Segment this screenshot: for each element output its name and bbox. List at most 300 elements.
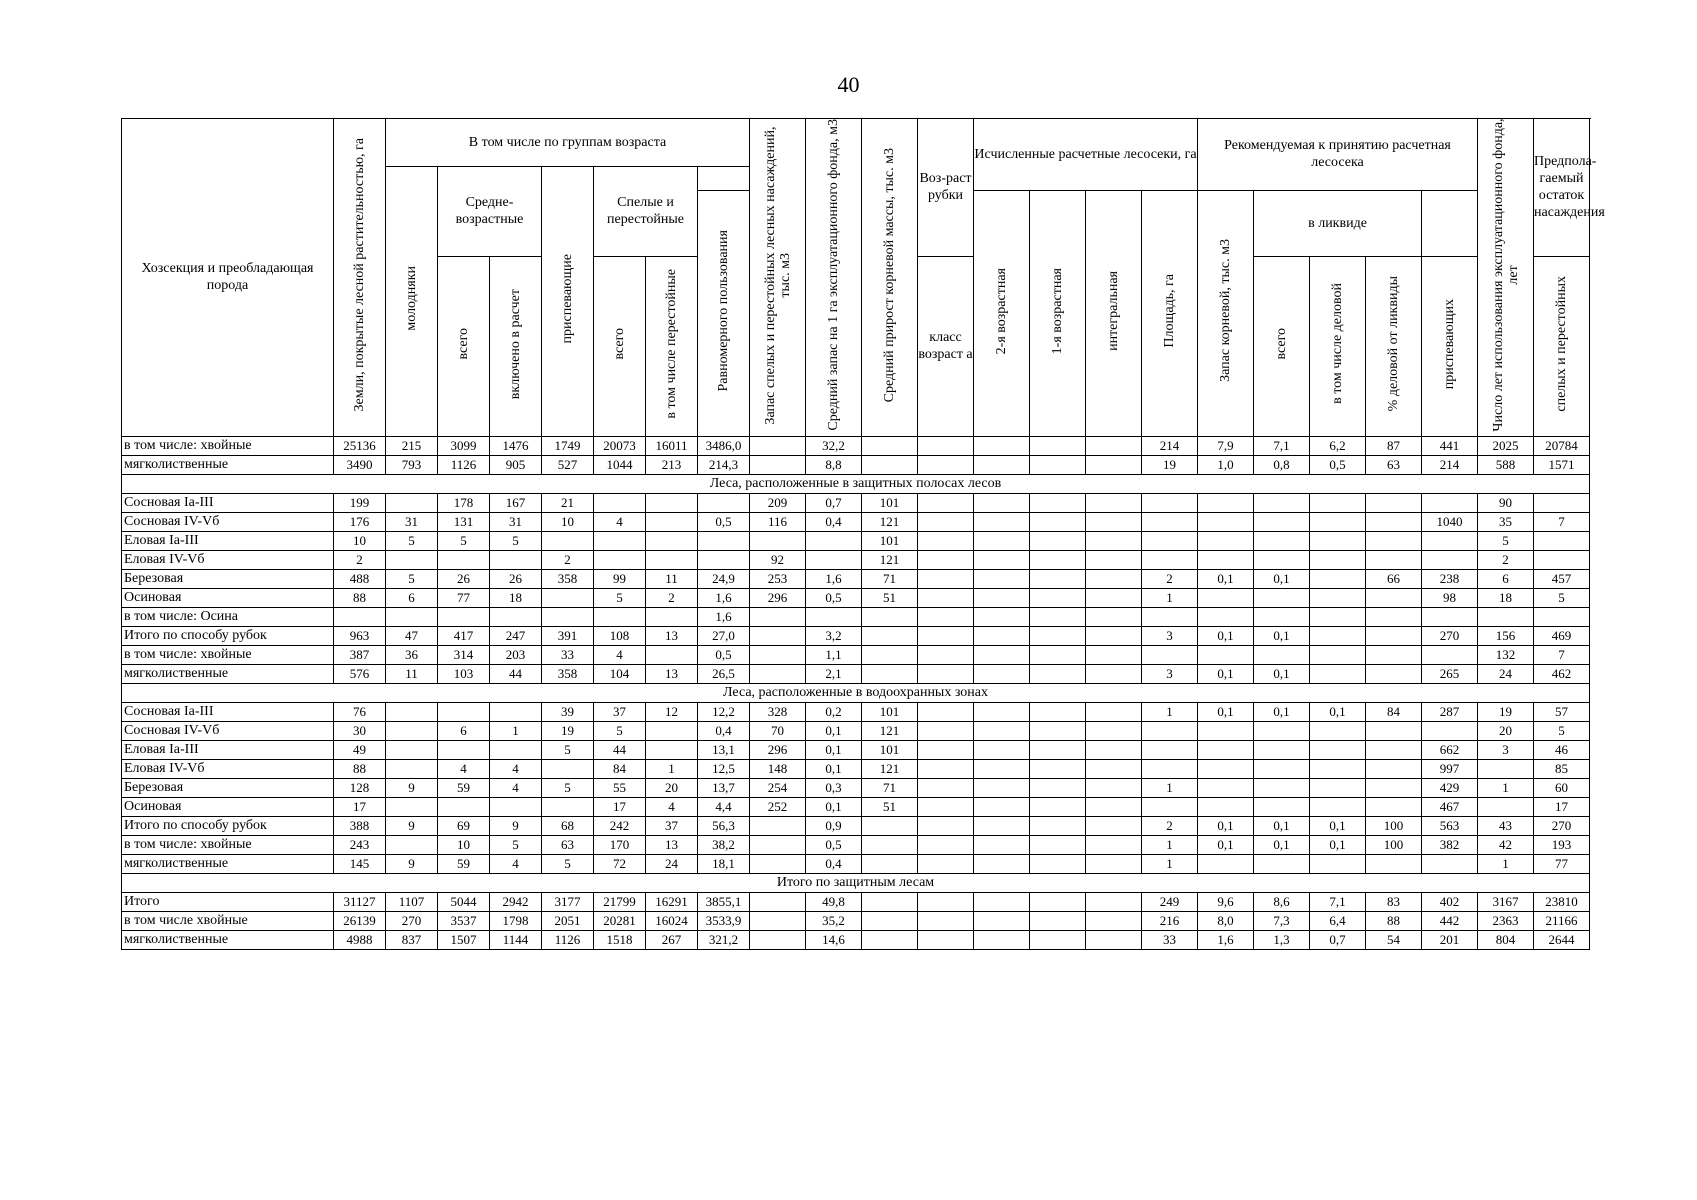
table-cell: 103: [438, 664, 490, 683]
table-cell: 215: [386, 436, 438, 455]
table-cell: [1030, 721, 1086, 740]
table-cell: 1: [646, 759, 698, 778]
table-cell: [918, 436, 974, 455]
table-cell: [974, 835, 1030, 854]
table-cell: [386, 493, 438, 512]
table-cell: [1254, 645, 1310, 664]
table-cell: 2: [1478, 550, 1534, 569]
table-cell: 39: [542, 702, 594, 721]
uniform-use-header: Равномерного пользования: [698, 190, 750, 436]
table-cell: [1366, 531, 1422, 550]
table-row: [122, 797, 1590, 816]
row-label: Итого по способу рубок: [122, 816, 334, 835]
table-cell: [1310, 626, 1366, 645]
table-cell: 36: [386, 645, 438, 664]
table-cell: 4: [490, 778, 542, 797]
middle-aged-header: Средне-возрастные: [438, 167, 542, 257]
table-cell: 429: [1422, 778, 1478, 797]
table-cell: [1086, 550, 1142, 569]
table-row: [122, 512, 1590, 531]
table-cell: 242: [594, 816, 646, 835]
col-land-header: Земли, покрытые лесной растительностью, га: [334, 119, 386, 437]
table-cell: [1086, 892, 1142, 911]
incl-business-header: в том числе деловой: [1310, 256, 1366, 436]
table-cell: 3: [1142, 626, 1198, 645]
table-row: [122, 550, 1590, 569]
table-cell: 24: [1478, 664, 1534, 683]
table-cell: 20073: [594, 436, 646, 455]
table-cell: 3537: [438, 911, 490, 930]
table-row: [122, 911, 1590, 930]
table-cell: 23810: [1534, 892, 1590, 911]
table-cell: [750, 930, 806, 949]
table-cell: 287: [1422, 702, 1478, 721]
table-cell: 7,3: [1254, 911, 1310, 930]
table-cell: 7: [1534, 645, 1590, 664]
table-cell: [1422, 607, 1478, 626]
table-cell: [918, 588, 974, 607]
table-cell: [918, 569, 974, 588]
table-row: [122, 759, 1590, 778]
table-cell: 296: [750, 740, 806, 759]
table-cell: [974, 797, 1030, 816]
table-cell: 0,1: [1198, 664, 1254, 683]
table-cell: 0,5: [1310, 455, 1366, 474]
table-cell: 37: [594, 702, 646, 721]
table-cell: 1,6: [698, 607, 750, 626]
table-cell: [646, 721, 698, 740]
table-cell: 1571: [1534, 455, 1590, 474]
table-cell: [806, 550, 862, 569]
table-cell: [1198, 493, 1254, 512]
table-cell: 77: [438, 588, 490, 607]
stock-mature-header: Запас спелых и перестойных лесных насаждений, тыс. м3: [750, 119, 806, 437]
table-cell: 1476: [490, 436, 542, 455]
table-cell: [974, 512, 1030, 531]
middle-total-header: всего: [438, 256, 490, 436]
row-label: в том числе: Осина: [122, 607, 334, 626]
table-cell: [1198, 854, 1254, 873]
table-cell: [1142, 645, 1198, 664]
table-cell: [1142, 607, 1198, 626]
table-cell: 70: [750, 721, 806, 740]
table-cell: 0,1: [1254, 569, 1310, 588]
table-cell: 2: [1142, 569, 1198, 588]
table-cell: 0,1: [1198, 702, 1254, 721]
table-cell: [438, 797, 490, 816]
row-label: мягколиственные: [122, 455, 334, 474]
table-cell: 270: [1534, 816, 1590, 835]
table-cell: [490, 740, 542, 759]
table-cell: 19: [1478, 702, 1534, 721]
table-cell: [1086, 607, 1142, 626]
table-cell: 214: [1422, 455, 1478, 474]
table-cell: 5: [386, 531, 438, 550]
table-cell: [862, 645, 918, 664]
table-cell: 214: [1142, 436, 1198, 455]
table-cell: [490, 550, 542, 569]
table-cell: [974, 930, 1030, 949]
table-cell: [918, 930, 974, 949]
row-label: Сосновая IV-Vб: [122, 721, 334, 740]
table-cell: [1422, 721, 1478, 740]
table-cell: [1366, 740, 1422, 759]
table-cell: 26139: [334, 911, 386, 930]
forest-stock-table: [121, 118, 1605, 950]
table-cell: 4: [490, 854, 542, 873]
table-cell: [1030, 493, 1086, 512]
table-cell: 51: [862, 797, 918, 816]
section-row: [122, 683, 1590, 702]
table-cell: 100: [1366, 816, 1422, 835]
row-label: в том числе хвойные: [122, 911, 334, 930]
table-cell: [1422, 550, 1478, 569]
table-cell: 13: [646, 664, 698, 683]
table-cell: 0,4: [806, 512, 862, 531]
table-cell: [1254, 588, 1310, 607]
table-cell: [1254, 607, 1310, 626]
row-label: Сосновая IV-Vб: [122, 512, 334, 531]
table-cell: 16024: [646, 911, 698, 930]
row-label: Березовая: [122, 778, 334, 797]
table-cell: 588: [1478, 455, 1534, 474]
table-cell: 101: [862, 493, 918, 512]
section-row: [122, 873, 1590, 892]
table-cell: 1126: [542, 930, 594, 949]
table-cell: [1198, 721, 1254, 740]
table-cell: [1310, 512, 1366, 531]
recommended-header: Рекомендуемая к принятию расчетная лесосека: [1198, 119, 1478, 191]
table-cell: 238: [1422, 569, 1478, 588]
table-cell: 44: [490, 664, 542, 683]
table-cell: [974, 436, 1030, 455]
table-cell: [1086, 797, 1142, 816]
table-cell: 4988: [334, 930, 386, 949]
table-cell: 84: [594, 759, 646, 778]
table-cell: [542, 797, 594, 816]
table-cell: 18: [490, 588, 542, 607]
table-cell: 5044: [438, 892, 490, 911]
table-cell: [1254, 531, 1310, 550]
table-cell: [1198, 759, 1254, 778]
table-cell: 8,6: [1254, 892, 1310, 911]
table-cell: 13,7: [698, 778, 750, 797]
table-cell: 20784: [1534, 436, 1590, 455]
table-cell: 3167: [1478, 892, 1534, 911]
table-cell: 90: [1478, 493, 1534, 512]
table-cell: [1030, 854, 1086, 873]
table-cell: [1310, 569, 1366, 588]
table-cell: 3: [1478, 740, 1534, 759]
table-cell: [438, 607, 490, 626]
table-cell: 997: [1422, 759, 1478, 778]
table-cell: 3490: [334, 455, 386, 474]
table-row: [122, 607, 1590, 626]
table-cell: 3099: [438, 436, 490, 455]
years-use-header: Число лет использования эксплуатационного фонда, лет: [1478, 119, 1534, 437]
table-cell: [1366, 512, 1422, 531]
table-cell: 0,5: [806, 835, 862, 854]
table-cell: 38,2: [698, 835, 750, 854]
table-cell: 16011: [646, 436, 698, 455]
table-cell: 63: [1366, 455, 1422, 474]
table-cell: 5: [438, 531, 490, 550]
table-cell: 0,1: [1198, 816, 1254, 835]
table-cell: 92: [750, 550, 806, 569]
table-cell: 0,1: [1198, 626, 1254, 645]
table-cell: 35: [1478, 512, 1534, 531]
area-header: Площадь, га: [1142, 190, 1198, 436]
table-cell: [386, 740, 438, 759]
table-cell: 488: [334, 569, 386, 588]
table-cell: [1310, 759, 1366, 778]
table-cell: 11: [386, 664, 438, 683]
table-cell: 72: [594, 854, 646, 873]
table-cell: 104: [594, 664, 646, 683]
table-cell: [1086, 835, 1142, 854]
table-cell: [1254, 721, 1310, 740]
table-cell: 7: [1534, 512, 1590, 531]
table-cell: 0,7: [1310, 930, 1366, 949]
table-cell: 176: [334, 512, 386, 531]
table-cell: 148: [750, 759, 806, 778]
table-cell: 13: [646, 626, 698, 645]
table-cell: 6,4: [1310, 911, 1366, 930]
table-cell: [1142, 531, 1198, 550]
table-cell: [918, 645, 974, 664]
table-cell: 2363: [1478, 911, 1534, 930]
table-cell: [698, 531, 750, 550]
integral-header: интегральная: [1086, 190, 1142, 436]
table-cell: 249: [1142, 892, 1198, 911]
table-cell: 17: [594, 797, 646, 816]
row-label: Сосновая Ia-III: [122, 493, 334, 512]
table-cell: 1107: [386, 892, 438, 911]
table-cell: 13: [646, 835, 698, 854]
table-cell: 30: [334, 721, 386, 740]
table-cell: [1142, 512, 1198, 531]
table-cell: [1478, 607, 1534, 626]
table-row: [122, 721, 1590, 740]
table-cell: [1086, 911, 1142, 930]
table-cell: [862, 455, 918, 474]
table-cell: 1144: [490, 930, 542, 949]
table-cell: 5: [594, 588, 646, 607]
table-cell: [1310, 854, 1366, 873]
table-cell: 156: [1478, 626, 1534, 645]
table-cell: 0,1: [1198, 835, 1254, 854]
table-cell: 296: [750, 588, 806, 607]
table-cell: [862, 664, 918, 683]
table-cell: 4: [594, 512, 646, 531]
table-cell: 55: [594, 778, 646, 797]
table-cell: 132: [1478, 645, 1534, 664]
table-cell: [1030, 512, 1086, 531]
table-cell: 121: [862, 550, 918, 569]
age-class-header: класс возраст а: [918, 256, 974, 436]
table-cell: 5: [386, 569, 438, 588]
table-cell: 5: [1534, 721, 1590, 740]
pct-business-header: % деловой от ликвиды: [1366, 256, 1422, 436]
young-header: молодняки: [386, 167, 438, 437]
table-row: [122, 702, 1590, 721]
table-cell: 108: [594, 626, 646, 645]
table-cell: [918, 531, 974, 550]
table-cell: [1030, 588, 1086, 607]
table-cell: 43: [1478, 816, 1534, 835]
table-cell: [646, 531, 698, 550]
table-cell: [542, 588, 594, 607]
table-cell: [1086, 569, 1142, 588]
table-cell: [1086, 512, 1142, 531]
table-cell: 1: [1478, 854, 1534, 873]
row-label: в том числе: хвойные: [122, 436, 334, 455]
table-cell: 391: [542, 626, 594, 645]
table-cell: 243: [334, 835, 386, 854]
table-cell: [750, 645, 806, 664]
table-cell: 10: [542, 512, 594, 531]
table-cell: [974, 455, 1030, 474]
table-cell: 19: [542, 721, 594, 740]
table-cell: 59: [438, 854, 490, 873]
row-label: Осиновая: [122, 797, 334, 816]
table-cell: 32,2: [806, 436, 862, 455]
table-cell: [490, 797, 542, 816]
table-cell: [918, 512, 974, 531]
included-calc-header: включено в расчет: [490, 256, 542, 436]
row-label: в том числе: хвойные: [122, 645, 334, 664]
maturing-header: приспевающие: [542, 167, 594, 437]
table-cell: 49,8: [806, 892, 862, 911]
table-cell: 1518: [594, 930, 646, 949]
table-cell: [1366, 759, 1422, 778]
table-cell: [1030, 664, 1086, 683]
table-cell: [750, 854, 806, 873]
table-cell: 457: [1534, 569, 1590, 588]
table-cell: 358: [542, 664, 594, 683]
table-cell: [386, 702, 438, 721]
table-cell: [750, 664, 806, 683]
table-cell: [862, 816, 918, 835]
table-cell: [1142, 759, 1198, 778]
table-cell: [1030, 892, 1086, 911]
table-cell: 6: [1478, 569, 1534, 588]
second-age-header: 2-я возрастная: [974, 190, 1030, 436]
table-cell: 0,4: [698, 721, 750, 740]
table-cell: 18,1: [698, 854, 750, 873]
table-cell: [1086, 721, 1142, 740]
table-cell: [918, 797, 974, 816]
table-cell: [1030, 550, 1086, 569]
table-cell: [1366, 626, 1422, 645]
table-row: [122, 645, 1590, 664]
row-label: мягколиственные: [122, 930, 334, 949]
table-cell: [918, 911, 974, 930]
table-cell: [594, 550, 646, 569]
table-cell: [974, 645, 1030, 664]
table-cell: [1534, 531, 1590, 550]
table-cell: [1030, 455, 1086, 474]
table-cell: 21: [542, 493, 594, 512]
table-cell: 321,2: [698, 930, 750, 949]
table-cell: [1198, 531, 1254, 550]
table-cell: 9: [386, 816, 438, 835]
table-cell: [1086, 778, 1142, 797]
table-cell: [646, 493, 698, 512]
section-row: [122, 474, 1590, 493]
table-cell: 121: [862, 759, 918, 778]
table-cell: 46: [1534, 740, 1590, 759]
table-cell: [1086, 702, 1142, 721]
table-cell: [1086, 664, 1142, 683]
table-cell: [1030, 759, 1086, 778]
table-cell: 88: [334, 588, 386, 607]
col-name-header: Хозсекция и преобладающая порода: [122, 119, 334, 437]
row-label: Еловая Ia-III: [122, 740, 334, 759]
table-cell: [1478, 759, 1534, 778]
table-cell: [1310, 664, 1366, 683]
table-cell: [750, 816, 806, 835]
first-age-header: 1-я возрастная: [1030, 190, 1086, 436]
table-cell: 4: [490, 759, 542, 778]
table-cell: [750, 835, 806, 854]
table-cell: 5: [542, 778, 594, 797]
table-cell: 14,6: [806, 930, 862, 949]
table-cell: 0,4: [806, 854, 862, 873]
table-cell: 8,8: [806, 455, 862, 474]
table-cell: [1422, 854, 1478, 873]
table-cell: [594, 493, 646, 512]
table-cell: [750, 436, 806, 455]
table-cell: [1142, 740, 1198, 759]
table-cell: [1030, 816, 1086, 835]
table-cell: 469: [1534, 626, 1590, 645]
section-title: Леса, расположенные в защитных полосах лесов: [122, 474, 1590, 493]
table-cell: [490, 702, 542, 721]
table-cell: [542, 607, 594, 626]
table-cell: [1030, 645, 1086, 664]
table-cell: 314: [438, 645, 490, 664]
table-cell: 66: [1366, 569, 1422, 588]
table-cell: 1: [1142, 854, 1198, 873]
table-cell: [918, 759, 974, 778]
table-cell: 358: [542, 569, 594, 588]
table-cell: [918, 607, 974, 626]
table-cell: [1310, 607, 1366, 626]
table-row: [122, 930, 1590, 949]
table-cell: 1: [1478, 778, 1534, 797]
table-cell: [1366, 588, 1422, 607]
table-cell: 121: [862, 512, 918, 531]
table-cell: [646, 740, 698, 759]
table-cell: [1534, 550, 1590, 569]
table-row: [122, 892, 1590, 911]
remaining-header: Предпола-гаемый остаток насаждения: [1534, 119, 1590, 257]
table-cell: 71: [862, 569, 918, 588]
table-cell: 98: [1422, 588, 1478, 607]
table-cell: [1030, 930, 1086, 949]
table-cell: 0,1: [806, 721, 862, 740]
table-cell: [1422, 493, 1478, 512]
table-cell: 270: [1422, 626, 1478, 645]
table-cell: 963: [334, 626, 386, 645]
table-cell: 662: [1422, 740, 1478, 759]
row-label: Еловая Ia-III: [122, 531, 334, 550]
table-cell: 402: [1422, 892, 1478, 911]
table-cell: [918, 854, 974, 873]
table-cell: 2051: [542, 911, 594, 930]
table-cell: 5: [542, 740, 594, 759]
